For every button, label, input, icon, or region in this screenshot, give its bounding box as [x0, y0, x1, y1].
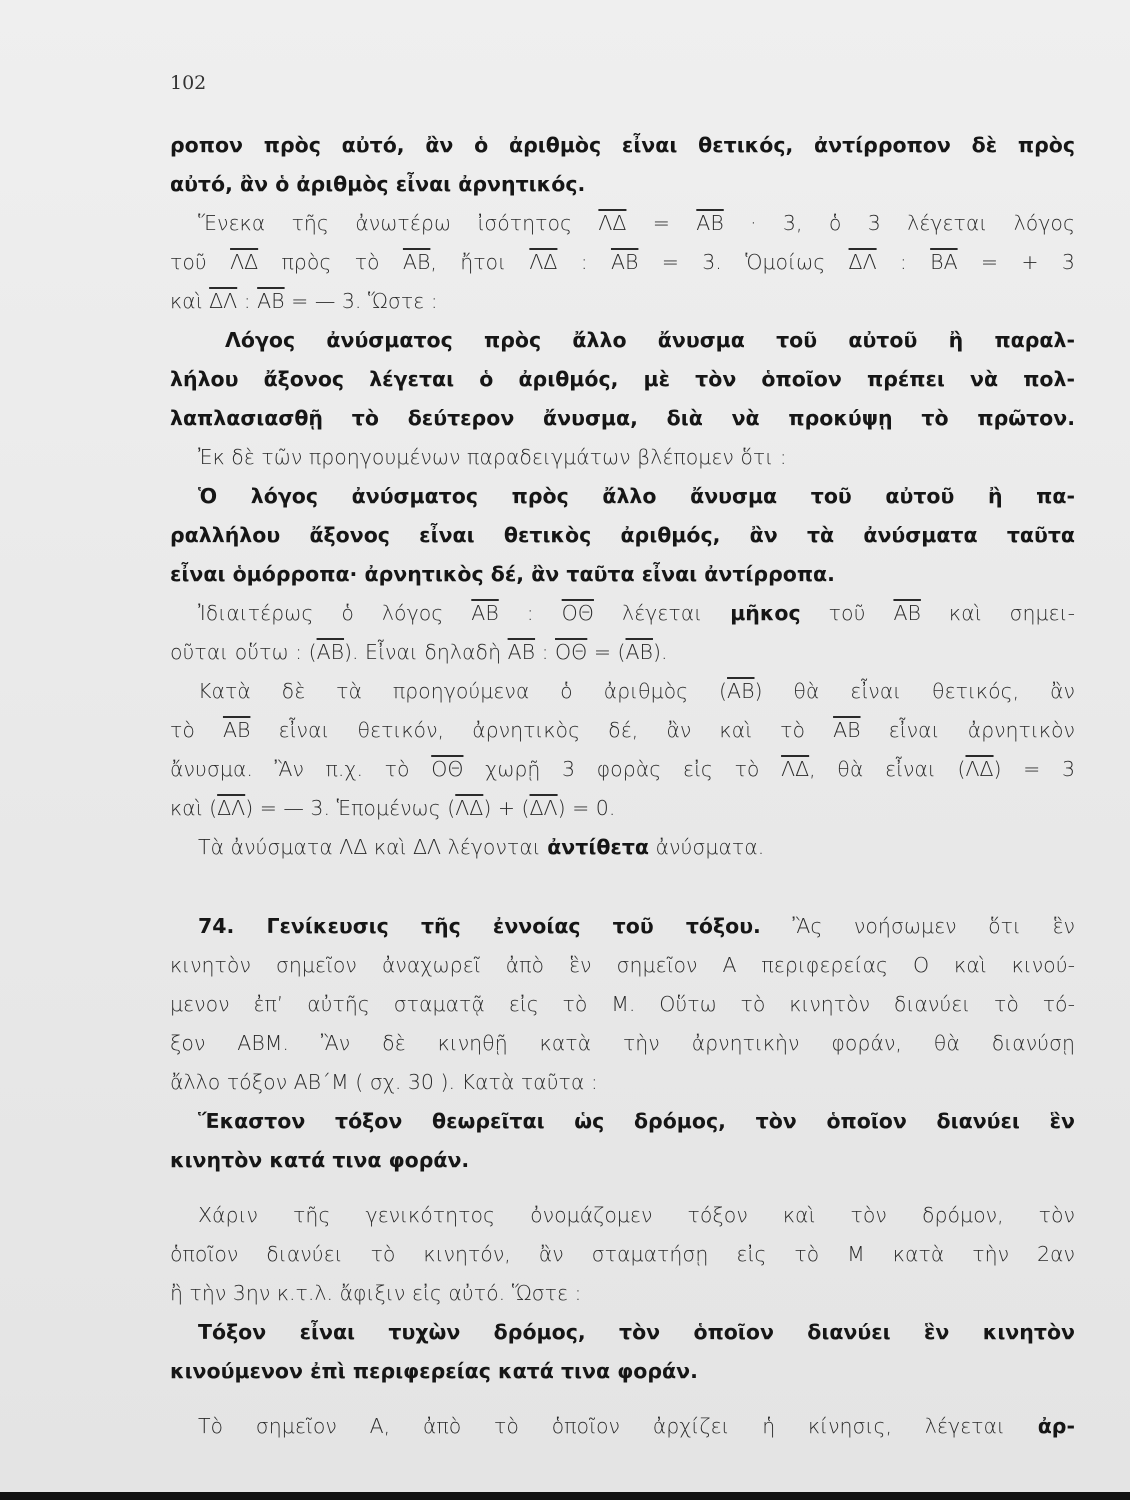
- text-line-l23: [170, 1024, 1075, 1063]
- text-line-l15: [170, 672, 1075, 711]
- vector-notation: $\overline{AB}$: [833, 718, 861, 742]
- text-segment: εἶναι θετικόν, ἀρνητικὸς δέ, ἂν καὶ τὸ: [250, 718, 834, 742]
- text-segment: ) = 3: [993, 757, 1075, 781]
- vector-notation: $\overline{AB}$: [402, 250, 431, 274]
- text-segment: ἄνυσμα. Ἂν π.χ. τὸ: [170, 757, 432, 781]
- text-segment: :: [557, 250, 611, 274]
- text-line-l7: [170, 360, 1075, 399]
- text-segment: ἄλλο τόξον ΑΒ΄Μ ( σχ. 30 ). Κατὰ ταῦτα :: [170, 1070, 598, 1094]
- vector-notation: $\overline{\Delta\Lambda}$: [209, 289, 238, 313]
- text-line-l29: [170, 1274, 1075, 1313]
- text-segment: οῦται οὕτω : (: [170, 640, 317, 664]
- vector-notation: $\overline{\Lambda\Delta}$: [598, 211, 627, 235]
- text-segment: κινητὸν κατά τινα φοράν.: [170, 1148, 470, 1172]
- text-segment: λέγεται: [593, 601, 731, 625]
- text-segment: Τὰ ἀνύσματα ΛΔ καὶ ΔΛ λέγονται: [198, 835, 548, 859]
- text-segment: ὁποῖον διανύει τὸ κινητόν, ἂν σταματήσῃ εἰς τὸ Μ κατὰ τὴν 2αν: [170, 1242, 1075, 1266]
- vector-notation: $\overline{O\Theta}$: [555, 640, 588, 664]
- text-segment: καὶ σημει-: [920, 601, 1075, 625]
- text-segment: = 3. Ὁμοίως: [638, 250, 849, 274]
- text-line-l26: [170, 1141, 1075, 1180]
- vector-notation: $\overline{AB}$: [625, 640, 653, 664]
- text-segment: Ἕκαστον τόξον θεωρεῖται ὡς δρόμος, τὸν ὁποῖον διανύει ἓν: [198, 1109, 1075, 1133]
- text-line-l9: [170, 438, 1075, 477]
- text-segment: , θὰ εἶναι (: [809, 757, 966, 781]
- text-line-l21: [170, 946, 1075, 985]
- text-segment: ).: [652, 640, 668, 664]
- text-segment: :: [237, 289, 258, 313]
- paragraph-gap: [170, 1180, 1075, 1196]
- text-line-l8: [170, 399, 1075, 438]
- text-segment: πρὸς τὸ: [258, 250, 403, 274]
- text-line-l22: [170, 985, 1075, 1024]
- text-line-l2: [170, 165, 1075, 204]
- text-segment: =: [626, 211, 697, 235]
- vector-notation: $\overline{O\Theta}$: [561, 601, 594, 625]
- text-segment: μενον ἐπ’ αὐτῆς σταματᾷ εἰς τὸ Μ. Οὕτω τὸ κινητὸν διανύει τὸ τό-: [170, 992, 1075, 1016]
- text-line-l16: [170, 711, 1075, 750]
- bold-term: μῆκος: [730, 601, 801, 625]
- text-line-l19: [170, 828, 1075, 867]
- text-segment: Ἰδιαιτέρως ὁ λόγος: [198, 601, 472, 625]
- text-segment: :: [876, 250, 931, 274]
- text-segment: Ἐκ δὲ τῶν προηγουμένων παραδειγμάτων βλέπομεν ὅτι :: [198, 445, 787, 469]
- text-segment: τοῦ: [170, 250, 231, 274]
- text-segment: κινητὸν σημεῖον ἀναχωρεῖ ἀπὸ ἓν σημεῖον Α περιφερείας Ο καὶ κινού-: [170, 953, 1075, 977]
- text-line-l5: [170, 282, 1075, 321]
- text-line-l6: [170, 321, 1075, 360]
- text-segment: ) + (: [483, 796, 530, 820]
- text-segment: Κατὰ δὲ τὰ προηγούμενα ὁ ἀριθμὸς (: [198, 679, 728, 703]
- vector-notation: $\overline{\Delta\Lambda}$: [848, 250, 877, 274]
- text-segment: ἢ τὴν 3ην κ.τ.λ. ἄφιξιν εἰς αὐτό. Ὥστε :: [170, 1281, 582, 1305]
- text-line-l17: [170, 750, 1075, 789]
- text-segment: , ἤτοι: [430, 250, 530, 274]
- text-segment: Χάριν τῆς γενικότητος ὀνομάζομεν τόξον καὶ τὸν δρόμον, τὸν: [198, 1203, 1075, 1227]
- vector-notation: $\overline{\Lambda\Delta}$: [230, 250, 259, 274]
- text-segment: ) θὰ εἶναι θετικός, ἂν: [754, 679, 1075, 703]
- text-segment: χωρῇ 3 φορὰς εἰς τὸ: [463, 757, 782, 781]
- text-segment: ροπον πρὸς αὐτό, ἂν ὁ ἀριθμὸς εἶναι θετικός, ἀντίρροπον δὲ πρὸς: [170, 133, 1075, 157]
- text-line-l28: [170, 1235, 1075, 1274]
- page-number: 102: [170, 72, 207, 94]
- text-line-l20: [170, 907, 1075, 946]
- text-line-l18: [170, 789, 1075, 828]
- bold-term: 74. Γενίκευσις τῆς ἐννοίας τοῦ τόξου.: [198, 914, 761, 938]
- vector-notation: $\overline{BA}$: [930, 250, 958, 274]
- text-line-l10: [170, 477, 1075, 516]
- text-segment: ξον ΑΒΜ. Ἂν δὲ κινηθῇ κατὰ τὴν ἀρνητικὴν φοράν, θὰ διανύσῃ: [170, 1031, 1075, 1055]
- paragraph-gap: [170, 867, 1075, 907]
- vector-notation: $\overline{AB}$: [316, 640, 345, 664]
- text-line-l13: [170, 594, 1075, 633]
- body-text: [170, 126, 1075, 1446]
- vector-notation: $\overline{\Delta\Lambda}$: [529, 796, 558, 820]
- vector-notation: $\overline{AB}$: [610, 250, 639, 274]
- text-segment: αὐτό, ἂν ὁ ἀριθμὸς εἶναι ἀρνητικός.: [170, 172, 586, 196]
- vector-notation: $\overline{\Lambda\Delta}$: [781, 757, 810, 781]
- text-segment: ) = — 3. Ἑπομένως (: [245, 796, 456, 820]
- text-segment: τοῦ: [800, 601, 894, 625]
- vector-notation: $\overline{AB}$: [893, 601, 921, 625]
- vector-notation: $\overline{AB}$: [727, 679, 755, 703]
- bold-term: ἀντίθετα: [547, 835, 649, 859]
- vector-notation: $\overline{\Lambda\Delta}$: [529, 250, 558, 274]
- text-segment: Ὁ λόγος ἀνύσματος πρὸς ἄλλο ἄνυσμα τοῦ αὐτοῦ ἢ πα-: [198, 484, 1075, 508]
- text-segment: ραλλήλου ἄξονος εἶναι θετικὸς ἀριθμός, ἂν τὰ ἀνύσματα ταῦτα: [170, 523, 1075, 547]
- text-line-l14: [170, 633, 1075, 672]
- text-line-l32: [170, 1407, 1075, 1446]
- text-segment: ) = 0.: [557, 796, 616, 820]
- text-segment: καὶ (: [170, 796, 218, 820]
- text-line-l30: [170, 1313, 1075, 1352]
- scan-edge: [0, 1492, 1130, 1500]
- text-segment: Ἕνεκα τῆς ἀνωτέρω ἰσότητος: [198, 211, 599, 235]
- vector-notation: $\overline{\Lambda\Delta}$: [965, 757, 994, 781]
- text-segment: τὸ: [170, 718, 223, 742]
- text-line-l24: [170, 1063, 1075, 1102]
- text-segment: = — 3. Ὥστε :: [284, 289, 438, 313]
- text-line-l3: [170, 204, 1075, 243]
- text-segment: Ἂς νοήσωμεν ὅτι ἓν: [760, 914, 1075, 938]
- text-line-l1: [170, 126, 1075, 165]
- vector-notation: $\overline{AB}$: [257, 289, 285, 313]
- text-segment: :: [498, 601, 562, 625]
- text-segment: εἶναι ὁμόρροπα· ἀρνητικὸς δέ, ἂν ταῦτα εἶναι ἀντίρροπα.: [170, 562, 835, 586]
- text-segment: · 3, ὁ 3 λέγεται λόγος: [723, 211, 1075, 235]
- vector-notation: $\overline{\Lambda\Delta}$: [455, 796, 484, 820]
- paragraph-gap: [170, 1391, 1075, 1407]
- text-segment: Τὸ σημεῖον Α, ἀπὸ τὸ ὁποῖον ἀρχίζει ἡ κίνησις, λέγεται: [198, 1414, 1038, 1438]
- text-line-l12: [170, 555, 1075, 594]
- text-line-l31: [170, 1352, 1075, 1391]
- vector-notation: $\overline{AB}$: [222, 718, 251, 742]
- text-segment: ). Εἶναι δηλαδὴ: [344, 640, 508, 664]
- text-line-l25: [170, 1102, 1075, 1141]
- text-segment: λαπλασιασθῇ τὸ δεύτερον ἄνυσμα, διὰ νὰ προκύψῃ τὸ πρῶτον.: [170, 406, 1075, 430]
- text-segment: :: [535, 640, 556, 664]
- text-line-l4: [170, 243, 1075, 282]
- text-segment: Λόγος ἀνύσματος πρὸς ἄλλο ἄνυσμα τοῦ αὐτοῦ ἢ παραλ-: [225, 328, 1075, 352]
- text-segment: = (: [587, 640, 626, 664]
- vector-notation: $\overline{O\Theta}$: [431, 757, 464, 781]
- text-segment: ἀνύσματα.: [649, 835, 765, 859]
- bold-term: ἀρ-: [1037, 1414, 1075, 1438]
- text-segment: Τόξον εἶναι τυχὼν δρόμος, τὸν ὁποῖον διανύει ἓν κινητὸν: [198, 1320, 1075, 1344]
- text-segment: εἶναι ἀρνητικὸν: [860, 718, 1075, 742]
- text-segment: λήλου ἄξονος λέγεται ὁ ἀριθμός, μὲ τὸν ὁποῖον πρέπει νὰ πολ-: [170, 367, 1075, 391]
- vector-notation: $\overline{AB}$: [507, 640, 536, 664]
- text-segment: καὶ: [170, 289, 210, 313]
- text-line-l11: [170, 516, 1075, 555]
- vector-notation: $\overline{\Delta\Lambda}$: [217, 796, 246, 820]
- text-line-l27: [170, 1196, 1075, 1235]
- text-segment: κινούμενον ἐπὶ περιφερείας κατά τινα φοράν.: [170, 1359, 698, 1383]
- vector-notation: $\overline{AB}$: [696, 211, 724, 235]
- text-segment: = + 3: [957, 250, 1075, 274]
- vector-notation: $\overline{AB}$: [471, 601, 499, 625]
